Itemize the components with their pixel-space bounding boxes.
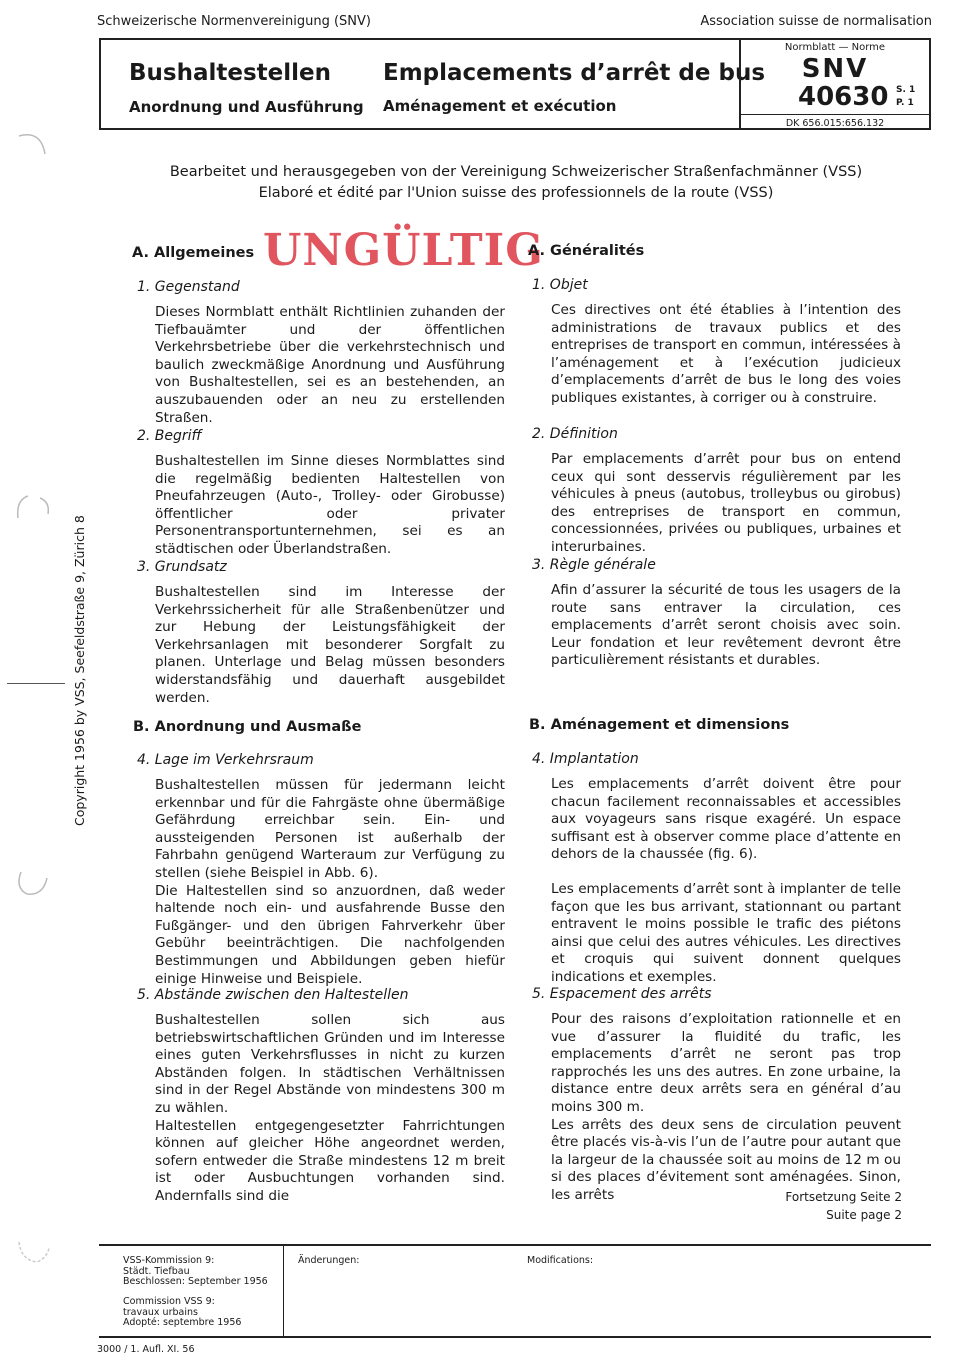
de-para-4b: Die Haltestellen sind so anzuordnen, daß weder haltende noch ein- und ausfahrende Busse den Fußgänger- und den übrigen Fahrverkehr über Gebühr beeinträchtigen. Die nachfolgenden Bestimmungen und Abbildungen geben hiefür einige Hinweise und Beispiele. — [155, 882, 505, 987]
continuation-fr: Suite page 2 — [826, 1208, 902, 1222]
de-para-1: Dieses Normblatt enthält Richtlinien zuhanden der Tiefbauämter und der öffentlichen Verkehrsbetriebe über die verkehrstechnisch und baulich zweckmäßige Anordnung und Ausführung von Bushaltestellen, sei es an bestehenden, an auszubauenden oder an neu zu erstellenden Straßen. — [155, 304, 505, 426]
de-heading-3: 3. Grundsatz — [137, 559, 227, 575]
dk-classification: DK 656.015:656.132 — [785, 118, 885, 129]
invalid-stamp: UNGÜLTIG — [263, 225, 544, 276]
commission-de — [123, 1256, 268, 1288]
commission-fr — [123, 1297, 241, 1329]
de-para-5a: Bushaltestellen sollen sich aus betriebswirtschaftlichen Gründen und im Interesse eines guten Verkehrsflusses in nicht zu kurzen Abständen folgen. In städtischen Verhältnissen sind in der Regel Abstände von mindestens 300 m zu wählen. — [155, 1012, 505, 1116]
de-heading-5: 5. Abstände zwischen den Haltestellen — [137, 987, 409, 1003]
de-section-a: A. Allgemeines — [132, 245, 255, 261]
subtitle-fr: Aménagement et exécution — [383, 97, 617, 115]
fr-para-2: Par emplacements d’arrêt pour bus on entend ceux qui sont desservis régulièrement par les véhicules à pneus (autobus, trolleybus ou girobus) des entreprises de transport en commun, concessionnées, privées ou publiques, urbaines et interurbaines. — [551, 451, 901, 555]
de-heading-4: 4. Lage im Verkehrsraum — [137, 752, 314, 768]
sheet-number: S. 1 — [896, 85, 916, 95]
subtitle-de: Anordnung und Ausführung — [129, 98, 364, 116]
commission-de-line1: VSS-Kommission 9: — [123, 1255, 215, 1266]
de-para-5b: Haltestellen entgegengesetzter Fahrrichtungen können auf gleicher Höhe angeordnet werden, sofern entweder die Straße mindestens 12 m breit ist oder Ausbuchtungen vorhanden sind. Andernfalls sind die — [155, 1117, 505, 1204]
de-heading-1: 1. Gegenstand — [137, 279, 240, 295]
punch-hole-mark — [13, 1236, 53, 1276]
de-para-5 — [155, 1012, 505, 1206]
page-number: P. 1 — [896, 98, 914, 108]
fr-para-5a: Pour des raisons d’exploitation rationnelle et en vue d’assurer la fluidité du trafic, les emplacements d’arrêt ne seront pas trop rapprochés les uns des autres. En zone urbaine, la distance entre deux arrêts sera en général d’au moins 300 m. — [551, 1011, 901, 1115]
fr-section-b: B. Aménagement et dimensions — [529, 717, 790, 733]
de-section-b: B. Anordnung und Ausmaße — [133, 719, 362, 735]
footer-divider — [283, 1244, 284, 1338]
commission-fr-line3: Adopté: septembre 1956 — [123, 1317, 242, 1328]
fr-heading-4: 4. Implantation — [532, 751, 639, 767]
intro-fr: Elaboré et édité par l'Union suisse des professionnels de la route (VSS) — [258, 185, 774, 201]
intro — [100, 162, 932, 204]
print-info: 3000 / 1. Aufl. XI. 56 — [97, 1344, 195, 1355]
commission-de-line2: Städt. Tiefbau — [123, 1265, 190, 1277]
commission-de-line3: Beschlossen: September 1956 — [123, 1276, 268, 1287]
fr-para-5b: Les arrêts des deux sens de circulation peuvent être placés vis-à-vis l’un de l’autre pour autant que la largeur de la chaussée soit au moins de 12 m ou si des places d’évitement sont aménagées. Sinon, les arrêts — [551, 1116, 901, 1203]
fr-para-5 — [551, 1011, 901, 1205]
changes-fr: Modifications: — [527, 1255, 594, 1266]
norm-label: Normblatt — Norme — [784, 42, 886, 53]
fr-para-1: Ces directives ont été établies à l’intention des administrations de travaux publics et des entreprises de transport en commun, intéressées à l’aménagement et à l’exécution judicieux d’emplacements d’arrêt de bus le long des voies publiques existantes, à corriger ou à construire. — [551, 302, 901, 406]
fr-section-a: A. Généralités — [528, 243, 645, 259]
de-heading-2: 2. Begriff — [137, 428, 202, 444]
de-para-2: Bushaltestellen im Sinne dieses Normblattes sind die regelmäßig bedienten Haltestellen von Pneufahrzeugen (Auto-, Trolley- oder Girobusse) öffentlicher oder privater Personentransportunternehmen, sei es an städtischen oder Überlandstraßen. — [155, 453, 505, 557]
de-para-4 — [155, 777, 505, 988]
margin-rule — [7, 683, 65, 684]
de-para-4a: Bushaltestellen müssen für jedermann leicht erkennbar und für die Fahrgäste ohne übermäßige Gefährdung erreichbar sein. Ein- und aussteigenden Personen ist außerhalb der Fahrbahn genügend Warteraum zur Verfügung zu stellen (siehe Beispiel in Abb. 6). — [155, 777, 505, 881]
punch-hole-mark — [15, 128, 51, 164]
punch-hole-mark — [13, 864, 53, 904]
title-de: Bushaltestellen — [129, 60, 331, 86]
norm-number: 40630 — [798, 82, 889, 112]
fr-para-4 — [551, 776, 901, 987]
copyright: Copyright 1956 by VSS, Seefeldstraße 9, Zürich 8 — [72, 515, 87, 826]
snv-label: SNV — [801, 54, 869, 84]
fr-para-4b: Les emplacements d’arrêt sont à implanter de telle façon que les bus arrivant, stationnant ou partant entravent le moins possible le trafic des piétons ainsi que celui des autres véhicules. Les directives et croquis qui suivent donnent quelques indications et exemples. — [551, 880, 901, 985]
commission-fr-line2: travaux urbains — [123, 1306, 198, 1318]
commission-fr-line1: Commission VSS 9: — [123, 1296, 215, 1307]
organization-de: Schweizerische Normenvereinigung (SNV) — [97, 14, 371, 29]
norm-divider — [741, 114, 929, 115]
changes-de: Änderungen: — [298, 1255, 360, 1266]
fr-heading-3: 3. Règle générale — [532, 557, 656, 573]
punch-hole-mark — [14, 492, 54, 532]
title-fr: Emplacements d’arrêt de bus — [383, 60, 766, 86]
fr-para-3: Afin d’assurer la sécurité de tous les usagers de la route sans entraver la circulation, ces emplacements d’arrêt seront choisis avec soin. Leur fondation et leur revêtement devront être particulièrement résistants et durables. — [551, 582, 901, 669]
organization-fr: Association suisse de normalisation — [700, 14, 932, 29]
fr-heading-5: 5. Espacement des arrêts — [532, 986, 712, 1002]
fr-para-4a: Les emplacements d’arrêt doivent être pour chacun facilement reconnaissables et accessibles aux voyageurs sans risque exagéré. Un espace suffisant est à observer comme place d’attente en dehors de la chaussée (fig. 6). — [551, 776, 901, 863]
continuation — [785, 1188, 902, 1224]
intro-de: Bearbeitet und herausgegeben von der Vereinigung Schweizerischer Straßenfachmänner (VSS) — [169, 164, 863, 180]
fr-heading-1: 1. Objet — [532, 277, 588, 293]
de-para-3: Bushaltestellen sind im Interesse der Verkehrssicherheit für alle Straßenbenützer und zur Hebung der Leistungsfähigkeit der Verkehrsanlagen mit besonderer Sorgfalt zu planen. Unterlage und Belag müssen besonders widerstandsfähig und dauerhaft ausgebildet werden. — [155, 584, 505, 706]
continuation-de: Fortsetzung Seite 2 — [785, 1190, 902, 1204]
fr-heading-2: 2. Définition — [532, 426, 618, 442]
